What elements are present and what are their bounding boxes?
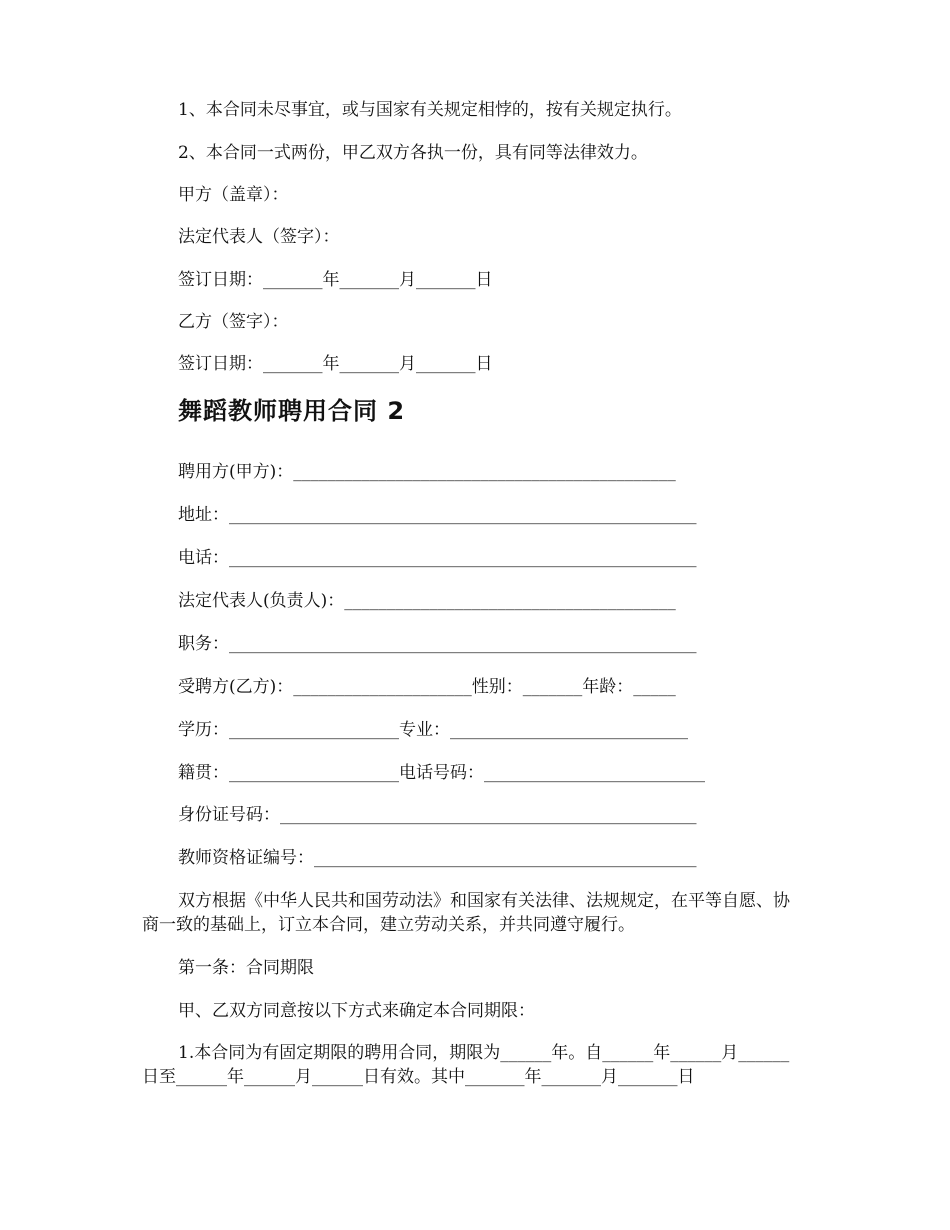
intro-paragraph: 双方根据《中华人民共和国劳动法》和国家有关法律、法规规定，在平等自愿、协商一致的基础上，订立本合同，建立劳动关系，并共同遵守履行。 xyxy=(142,891,790,935)
legal-rep-field: 法定代表人(负责人)：_______________________________________ xyxy=(178,591,676,611)
position-field: 职务：_______________________________________________________ xyxy=(178,634,697,654)
native-place-field: 籍贯：____________________电话号码：__________________________ xyxy=(178,763,705,783)
education-field: 学历：____________________专业：____________________________ xyxy=(178,720,688,740)
article-1-intro: 甲、乙双方同意按以下方式来确定本合同期限： xyxy=(178,1001,535,1021)
clause-1: 1、本合同未尽事宜，或与国家有关规定相悖的，按有关规定执行。 xyxy=(178,100,682,120)
article-1-title: 第一条：合同期限 xyxy=(178,958,314,978)
legal-rep-sign-line: 法定代表人（签字）： xyxy=(178,227,340,247)
sign-date-a-line: 签订日期：_______年_______月_______日 xyxy=(178,270,493,290)
employee-field: 受聘方(乙方)：_____________________性别：_______年龄：_____ xyxy=(178,677,676,697)
id-number-field: 身份证号码：_________________________________________________ xyxy=(178,805,697,825)
teacher-cert-field: 教师资格证编号：_____________________________________________ xyxy=(178,848,697,868)
clause-2: 2、本合同一式两份，甲乙双方各执一份，具有同等法律效力。 xyxy=(178,143,648,163)
phone-field: 电话：_______________________________________________________ xyxy=(178,548,697,568)
party-a-seal-line: 甲方（盖章）： xyxy=(178,185,289,205)
employer-field: 聘用方(甲方)：_____________________________________________ xyxy=(178,462,676,482)
article-1-item-1: 1.本合同为有固定期限的聘用合同，期限为______年。自______年______月______日至______年______月______日有效。其中_______年_______月_______日 xyxy=(142,1043,790,1087)
sign-date-b-line: 签订日期：_______年_______月_______日 xyxy=(178,354,493,374)
contract-title: 舞蹈教师聘用合同 2 xyxy=(178,397,406,425)
address-field: 地址：_______________________________________________________ xyxy=(178,505,697,525)
party-b-sign-line: 乙方（签字）： xyxy=(178,312,289,332)
